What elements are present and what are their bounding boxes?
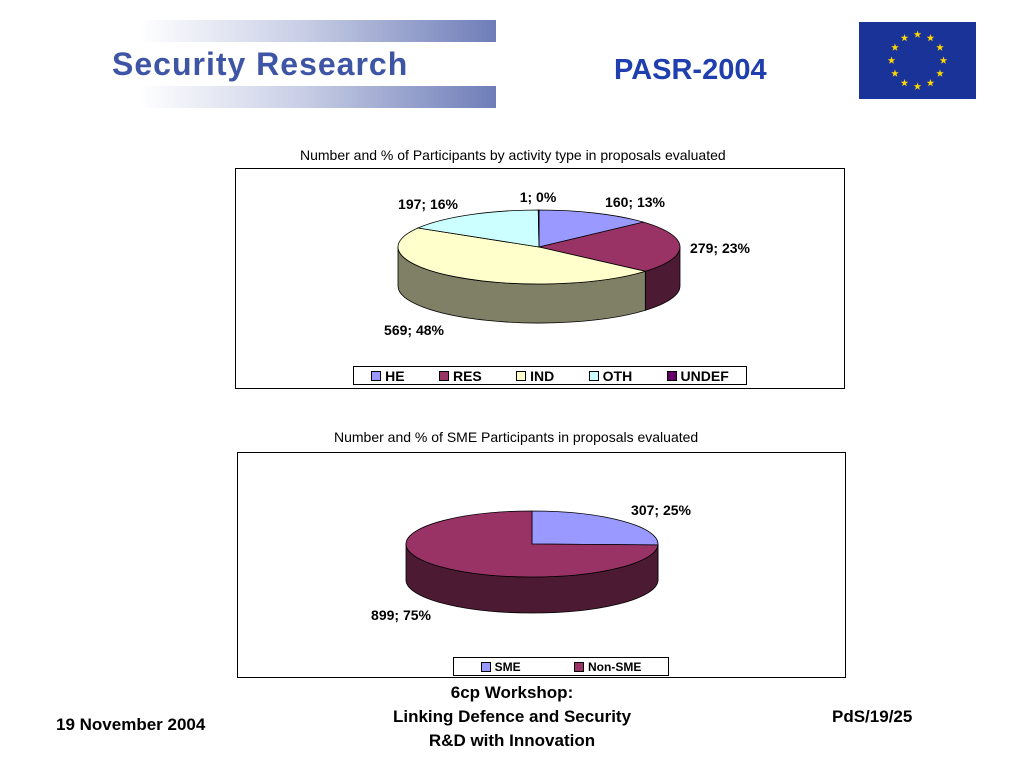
logo-text: Security Research	[112, 46, 409, 82]
legend-item-he	[371, 368, 404, 384]
legend-label-ind: IND	[530, 367, 555, 384]
pie-top	[406, 511, 658, 577]
chart2-title: Number and % of SME Participants in proposals evaluated	[334, 429, 699, 445]
legend-item-ind	[516, 368, 554, 384]
legend-label-undef: UNDEF	[680, 367, 729, 384]
legend-label-he: HE	[385, 367, 405, 384]
data-label-non-sme: 899; 75%	[371, 607, 431, 623]
chart1-title: Number and % of Participants by activity type in proposals evaluated	[300, 147, 726, 163]
legend-label-non-sme: Non-SME	[588, 659, 642, 674]
legend-item-sme	[481, 660, 521, 674]
legend-swatch-ind	[516, 371, 526, 381]
data-label-sme: 307; 25%	[631, 502, 691, 518]
event-line-2: Linking Defence and Security	[392, 707, 632, 726]
data-label-he: 160; 13%	[605, 194, 665, 210]
chart2-legend	[453, 657, 669, 676]
legend-item-undef	[667, 368, 729, 384]
data-label-res: 279; 23%	[690, 240, 750, 256]
legend-item-non-sme	[574, 660, 641, 674]
chart2-plot-area	[237, 452, 846, 678]
chart1-plot-area	[235, 168, 845, 389]
page-title: PASR-2004	[614, 54, 767, 86]
footer-date: 19 November 2004	[56, 715, 206, 734]
legend-label-sme: SME	[494, 659, 521, 674]
event-line-3: R&D with Innovation	[428, 731, 596, 750]
legend-swatch-sme	[481, 662, 491, 672]
legend-swatch-non-sme	[574, 662, 584, 672]
legend-swatch-oth	[589, 371, 599, 381]
pie-top	[398, 210, 680, 284]
data-label-undef: 1; 0%	[519, 189, 557, 205]
event-title	[312, 681, 712, 753]
legend-item-res	[439, 368, 482, 384]
chart1-pie	[236, 169, 844, 388]
footer-reference: PdS/19/25	[832, 707, 913, 726]
logo-bar-bottom	[140, 86, 496, 108]
legend-swatch-he	[371, 371, 381, 381]
legend-label-res: RES	[452, 367, 482, 384]
legend-swatch-undef	[667, 371, 677, 381]
logo-bar-top	[140, 20, 496, 42]
data-label-ind: 569; 48%	[384, 322, 444, 338]
legend-swatch-res	[439, 371, 449, 381]
security-research-logo	[108, 20, 498, 112]
legend-label-oth: OTH	[602, 367, 633, 384]
eu-flag-icon	[859, 22, 976, 99]
chart1-legend	[353, 366, 747, 385]
legend-item-oth	[589, 368, 633, 384]
chart2-pie	[238, 453, 845, 677]
data-label-oth: 197; 16%	[398, 196, 458, 212]
event-line-1: 6cp Workshop:	[450, 683, 574, 702]
